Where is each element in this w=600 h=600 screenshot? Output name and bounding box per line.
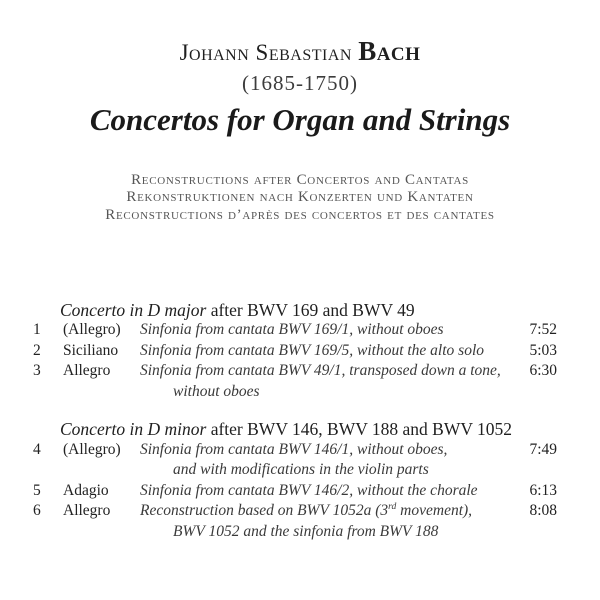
concerto-section-d-major [33, 300, 557, 403]
track-description: Sinfonia from cantata BWV 146/2, without the chorale [140, 481, 478, 499]
track-description-line2: without oboes [173, 382, 260, 400]
composer-last-name: Bach [358, 36, 421, 66]
composer-first-names: Johann Sebastian [179, 40, 359, 65]
track-row [33, 440, 557, 481]
track-number: 6 [33, 502, 41, 520]
section-title [33, 300, 557, 321]
track-description-line2: BWV 1052 and the sinfonia from BWV 188 [173, 522, 439, 540]
track-number: 3 [33, 362, 41, 380]
concerto-name: Concerto in D major [60, 299, 207, 320]
concerto-section-d-minor [33, 419, 557, 542]
track-number: 4 [33, 440, 41, 458]
ordinal-superscript: rd [388, 501, 397, 513]
track-number: 2 [33, 341, 41, 359]
track-description: Sinfonia from cantata BWV 169/1, without oboes [140, 321, 444, 339]
section-title [33, 419, 557, 440]
concerto-source: after BWV 169 and BWV 49 [206, 299, 415, 320]
subtitle-block [0, 172, 600, 224]
track-duration: 7:49 [529, 440, 557, 458]
subtitle-german: Rekonstruktionen nach Konzerten und Kantaten [126, 189, 474, 206]
album-title: Concertos for Organ and Strings [89, 102, 511, 137]
track-description: Reconstruction based on BWV 1052a (3rd movement), BWV 1052 and the sinfonia from BWV 188 [140, 501, 505, 542]
track-movement: Adagio [63, 481, 109, 499]
track-duration: 8:08 [529, 502, 557, 520]
track-number: 1 [33, 321, 41, 339]
track-movement: Allegro [63, 362, 111, 380]
concerto-source: after BWV 146, BWV 188 and BWV 1052 [206, 419, 513, 440]
track-movement: Siciliano [63, 341, 119, 359]
track-movement: (Allegro) [63, 321, 121, 339]
track-movement: (Allegro) [63, 440, 121, 458]
track-duration: 6:30 [529, 362, 557, 380]
track-description: Sinfonia from cantata BWV 146/1, without oboes, and with modifications in the violin parts [140, 440, 505, 481]
track-duration: 5:03 [529, 341, 557, 359]
track-row [33, 361, 557, 402]
composer-dates: (1685-1750) [242, 71, 358, 95]
track-movement: Allegro [63, 502, 111, 520]
track-description: Sinfonia from cantata BWV 49/1, transposed down a tone, without oboes [140, 361, 505, 402]
track-row [33, 501, 557, 542]
subtitle-english: Reconstructions after Concertos and Cantatas [131, 172, 469, 188]
track-row [33, 481, 557, 502]
concerto-name: Concerto in D minor [60, 419, 207, 440]
track-description-line2: and with modifications in the violin parts [173, 461, 429, 479]
track-duration: 6:13 [529, 481, 557, 499]
track-duration: 7:52 [529, 321, 557, 339]
track-list [0, 300, 600, 543]
track-description: Sinfonia from cantata BWV 169/5, without the alto solo [140, 341, 485, 359]
subtitle-french: Reconstructions d’après des concertos et des cantates [105, 206, 495, 223]
track-row [33, 341, 557, 362]
album-header [0, 36, 600, 142]
track-row [33, 320, 557, 341]
track-number: 5 [33, 481, 41, 499]
composer-name [0, 36, 600, 68]
